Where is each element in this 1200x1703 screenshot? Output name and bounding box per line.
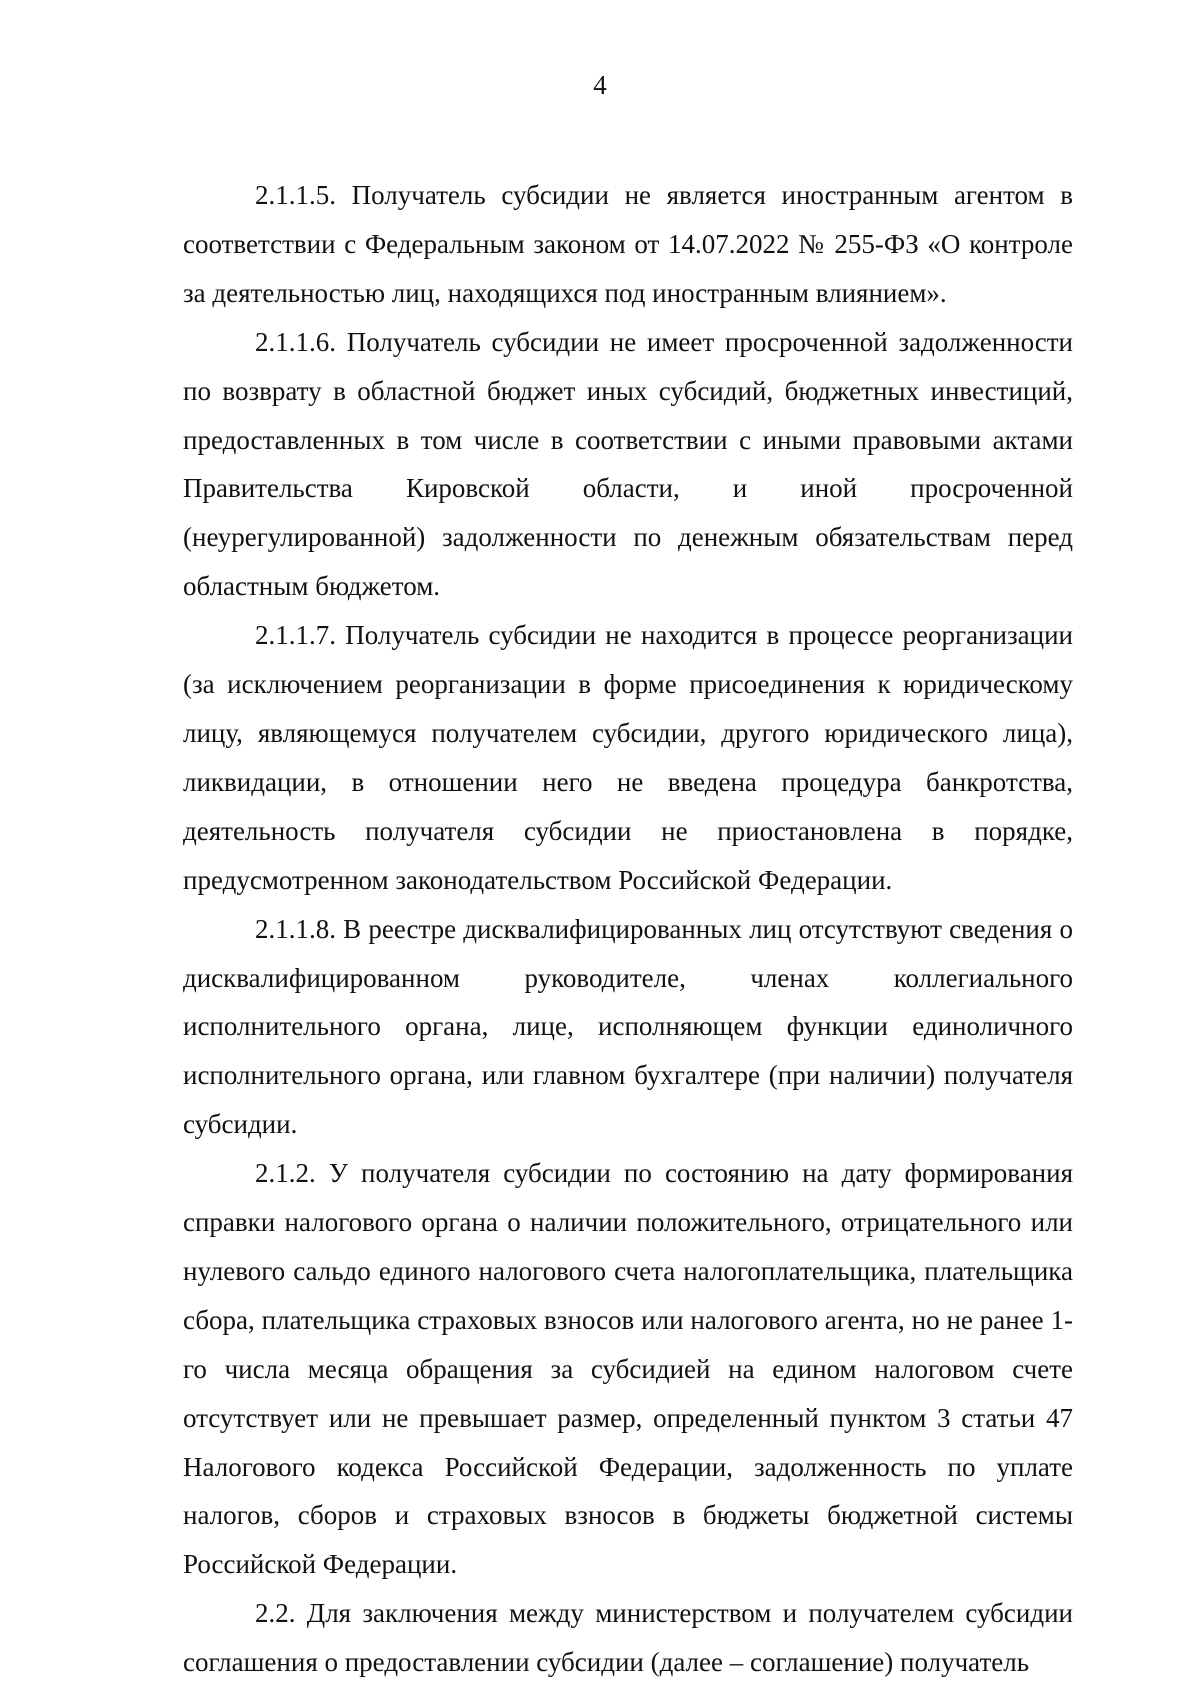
paragraph-2-1-1-5: 2.1.1.5. Получатель субсидии не является иностранным агентом в соответствии с Федеральным законом от 14.07.2022 № 255-ФЗ «О контроле за деятельностью лиц, находящихся под иностранным влиянием». bbox=[183, 180, 1073, 308]
paragraph-2-2: 2.2. Для заключения между министерством и получателем субсидии соглашения о предоставлении субсидии (далее – соглашение) получатель bbox=[183, 1598, 1073, 1678]
page-number: 4 bbox=[593, 70, 607, 100]
paragraph-2-1-1-6: 2.1.1.6. Получатель субсидии не имеет просроченной задолженности по возврату в областной бюджет иных субсидий, бюджетных инвестиций, предоставленных в том числе в соответствии с иными правовыми актами Правительства Кировской области, и иной просроченной (неурегулированной) задолженности по денежным обязательствам перед областным бюджетом. bbox=[183, 326, 1073, 602]
paragraph-2-1-2: 2.1.2. У получателя субсидии по состоянию на дату формирования справки налогового органа о наличии положительного, отрицательного или нулевого сальдо единого налогового счета налогоплательщика, плательщика сбора, плательщика страховых взносов или налогового агента, но не ранее 1-го числа месяца обращения за субсидией на едином налоговом счете отсутствует или не превышает размер, определенный пунктом 3 статьи 47 Налогового кодекса Российской Федерации, задолженность по уплате налогов, сборов и страховых взносов в бюджеты бюджетной системы Российской Федерации. bbox=[183, 1158, 1073, 1580]
paragraph-2-1-1-7: 2.1.1.7. Получатель субсидии не находится в процессе реорганизации (за исключением реорганизации в форме присоединения к юридическому лицу, являющемуся получателем субсидии, другого юридического лица), ликвидации, в отношении него не введена процедура банкротства, деятельность получателя субсидии не приостановлена в порядке, предусмотренном законодательством Российской Федерации. bbox=[183, 620, 1073, 895]
document-body bbox=[183, 171, 1073, 1687]
paragraph-2-1-1-8: 2.1.1.8. В реестре дисквалифицированных лиц отсутствуют сведения о дисквалифицированном руководителе, членах коллегиального исполнительного органа, лице, исполняющем функции единоличного исполнительного органа, или главном бухгалтере (при наличии) получателя субсидии. bbox=[183, 913, 1073, 1140]
